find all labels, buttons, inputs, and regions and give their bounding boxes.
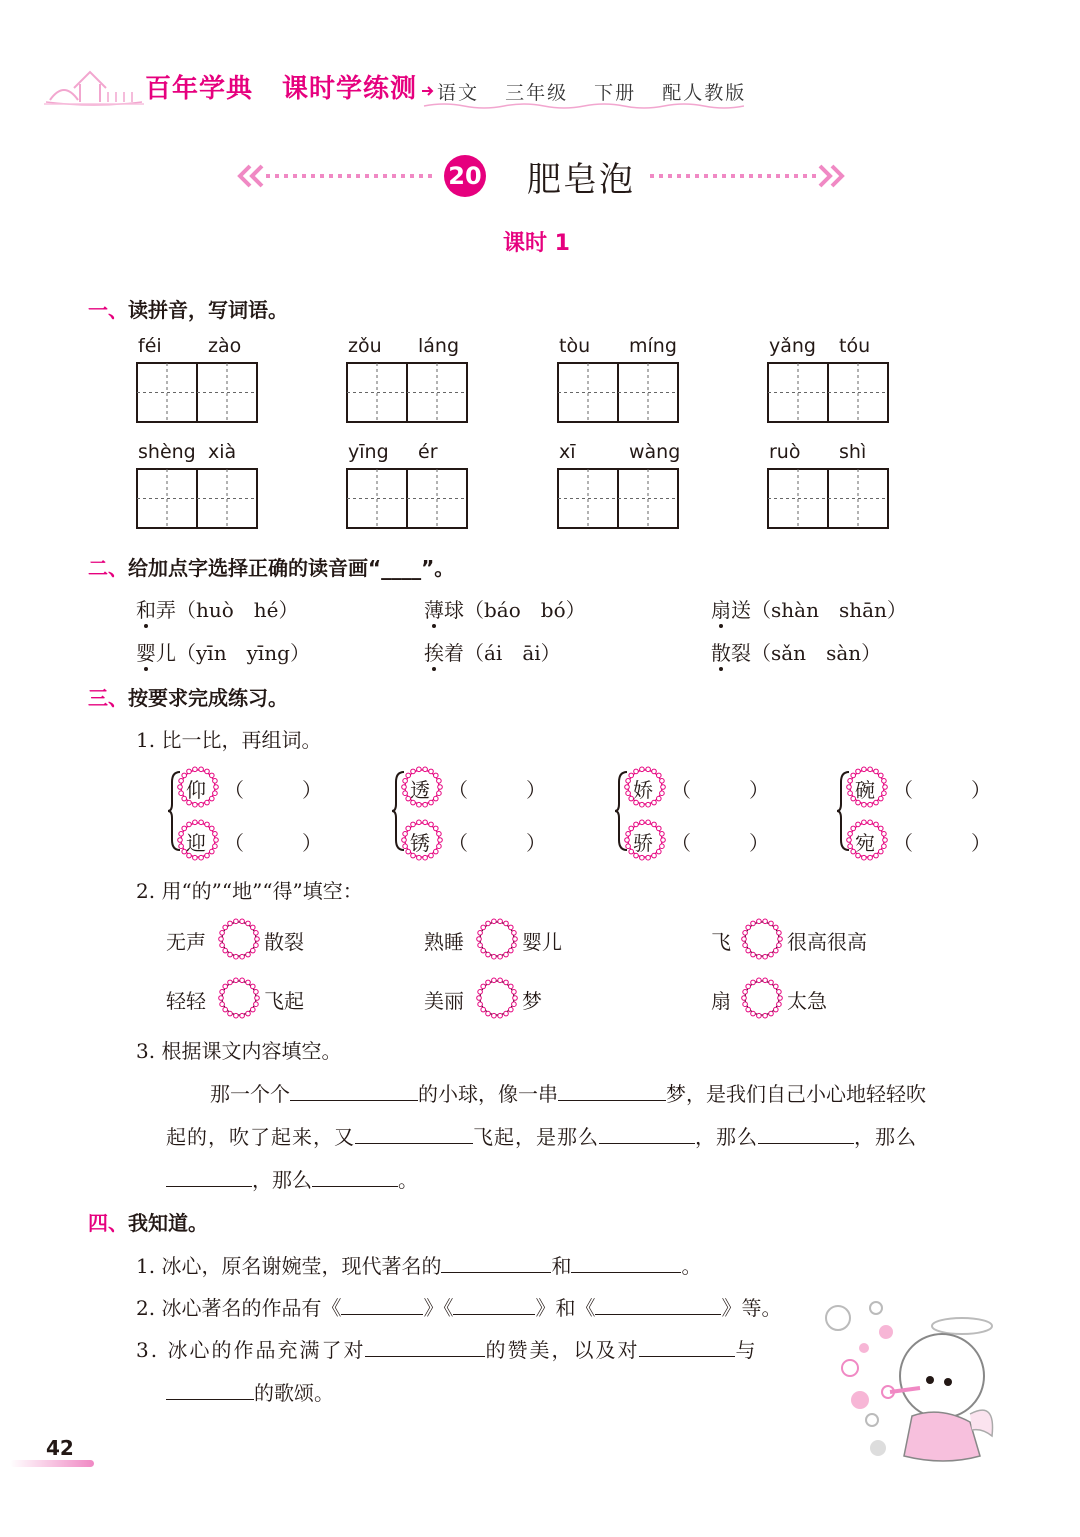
fill-after: 太急: [787, 989, 827, 1013]
fill-before: 熟睡: [424, 930, 464, 954]
pinyin-syllable: yīng: [348, 441, 389, 463]
answer-circle[interactable]: [476, 918, 518, 960]
compare-char: 仰: [186, 778, 206, 802]
reading-options[interactable]: （sǎn sàn）: [751, 641, 882, 665]
blank[interactable]: [312, 1166, 398, 1187]
text: ，那么: [252, 1168, 312, 1192]
text: 的歌颂。: [254, 1381, 334, 1405]
sec4-q1: [136, 1250, 701, 1279]
section-3-title: 按要求完成练习。: [128, 686, 288, 710]
writing-grid[interactable]: [767, 362, 889, 423]
text: 起的，吹了起来，又: [166, 1125, 355, 1149]
pinyin-syllable: míng: [629, 335, 677, 357]
pinyin-syllable: shèng: [138, 441, 196, 463]
q2-prompt: 2. 用“的”“地”“得”填空：: [136, 879, 363, 903]
plain-char: 球: [444, 598, 464, 622]
header-brand: 百年学典: [145, 74, 254, 104]
q3-line-2: [166, 1121, 917, 1150]
pinyin-syllable: ruò: [769, 441, 801, 463]
writing-grid[interactable]: [346, 362, 468, 423]
answer-paren-open[interactable]: （: [671, 778, 691, 802]
section-2-number: 二、: [88, 556, 128, 580]
blank[interactable]: [290, 1080, 418, 1101]
header-term: 下册: [594, 82, 637, 104]
answer-paren-open[interactable]: （: [224, 778, 244, 802]
plain-char: 裂: [731, 641, 751, 665]
pinyin-syllable: tòu: [559, 335, 591, 357]
pinyin-syllable: láng: [418, 335, 460, 357]
q3-prompt: 3. 根据课文内容填空。: [136, 1039, 342, 1063]
answer-paren-close: ）: [302, 831, 322, 855]
writing-grid[interactable]: [767, 468, 889, 529]
blank[interactable]: [599, 1123, 695, 1144]
header-grade: 三年级: [505, 82, 569, 104]
page-number-bar: [10, 1459, 94, 1469]
text: 2. 冰心著名的作品有《: [136, 1296, 342, 1320]
dotted-char: 和: [136, 598, 156, 622]
fill-after: 婴儿: [522, 930, 562, 954]
dotted-char: 扇: [711, 598, 731, 622]
text: 飞起，是那么: [473, 1125, 599, 1149]
writing-grid[interactable]: [557, 362, 679, 423]
header-arrow-icon: [420, 84, 434, 98]
header-divider: [44, 100, 744, 114]
section-2-heading: [88, 552, 454, 581]
sec4-q3-cont: [166, 1377, 334, 1406]
text: ，那么: [854, 1125, 917, 1149]
reading-item: [711, 594, 907, 623]
fill-after: 飞起: [264, 989, 304, 1013]
pinyin-syllable: yǎng: [769, 335, 816, 357]
blank[interactable]: [166, 1166, 252, 1187]
text: 梦，是我们自己小心地轻轻吹: [666, 1082, 926, 1106]
answer-paren-open[interactable]: （: [893, 831, 913, 855]
fill-after: 很高很高: [787, 930, 867, 954]
q3-line-3: [166, 1164, 418, 1193]
answer-paren-open[interactable]: （: [893, 778, 913, 802]
text: 》《: [423, 1296, 454, 1320]
blank[interactable]: [558, 1080, 666, 1101]
text: 》和《: [535, 1296, 596, 1320]
title-left-ornament: [236, 162, 436, 190]
section-1-heading: [88, 294, 288, 323]
compare-char: 娇: [633, 778, 653, 802]
answer-paren-close: ）: [749, 778, 769, 802]
reading-item: [711, 637, 881, 666]
section-4-number: 四、: [88, 1211, 128, 1235]
section-3-number: 三、: [88, 686, 128, 710]
section-2-title: 给加点字选择正确的读音画“____”。: [128, 556, 455, 580]
fill-before: 轻轻: [166, 989, 206, 1013]
blank[interactable]: [453, 1294, 535, 1315]
answer-paren-close: ）: [302, 778, 322, 802]
section-4-heading: [88, 1207, 208, 1236]
text: 1. 冰心，原名谢婉莹，现代著名的: [136, 1254, 442, 1278]
dotted-char: 散: [711, 641, 731, 665]
bubble-angel-illustration: [820, 1296, 1000, 1466]
plain-char: 弄: [156, 598, 176, 622]
header-subject: 语文: [437, 82, 480, 104]
answer-paren-open[interactable]: （: [224, 831, 244, 855]
q1-prompt: 1. 比一比，再组词。: [136, 728, 322, 752]
answer-circle[interactable]: [741, 977, 783, 1019]
fill-after: 散裂: [264, 930, 304, 954]
header-edition: 配人教版: [662, 82, 747, 104]
pinyin-syllable: shì: [839, 441, 867, 463]
plain-char: 儿: [156, 641, 176, 665]
compare-char: 透: [410, 778, 430, 802]
answer-paren-close: ）: [971, 778, 991, 802]
text: 3. 冰心的作品充满了对: [136, 1338, 366, 1362]
compare-char: 迎: [186, 831, 206, 855]
text: ，那么: [695, 1125, 758, 1149]
reading-item: [136, 594, 299, 623]
reading-options[interactable]: （ái āi）: [464, 641, 561, 665]
text: 与: [735, 1338, 758, 1362]
compare-char: 骄: [633, 831, 653, 855]
pinyin-syllable: zǒu: [348, 335, 382, 357]
answer-circle[interactable]: [741, 918, 783, 960]
reading-options[interactable]: （yīn yīng）: [176, 641, 310, 665]
page-number: 42: [46, 1436, 74, 1460]
answer-circle[interactable]: [218, 977, 260, 1019]
reading-options[interactable]: （báo bó）: [464, 598, 586, 622]
section-1-title: 读拼音，写词语。: [128, 298, 288, 322]
compare-char: 碗: [855, 778, 875, 802]
blank[interactable]: [441, 1252, 551, 1273]
answer-paren-open[interactable]: （: [448, 831, 468, 855]
blank[interactable]: [571, 1252, 681, 1273]
writing-grid[interactable]: [136, 362, 258, 423]
answer-paren-open[interactable]: （: [671, 831, 691, 855]
blank[interactable]: [355, 1123, 473, 1144]
reading-item: [136, 637, 310, 666]
section-3-heading: [88, 682, 288, 711]
fill-before: 扇: [711, 989, 731, 1013]
lesson-number-badge: 20: [444, 155, 486, 197]
fill-before: 美丽: [424, 989, 464, 1013]
q3-line-1: [210, 1078, 926, 1107]
reading-item: [424, 637, 561, 666]
answer-paren-close: ）: [526, 831, 546, 855]
sec4-q3: [136, 1334, 757, 1363]
pinyin-syllable: tóu: [839, 335, 871, 357]
reading-options[interactable]: （huò hé）: [176, 598, 299, 622]
answer-paren-close: ）: [526, 778, 546, 802]
lesson-title: 肥皂泡: [527, 160, 635, 200]
text: 。: [681, 1254, 702, 1278]
answer-circle[interactable]: [476, 977, 518, 1019]
pinyin-syllable: wàng: [629, 441, 681, 463]
text: 和: [551, 1254, 572, 1278]
compare-char: 宛: [855, 831, 875, 855]
dotted-char: 挨: [424, 641, 444, 665]
writing-grid[interactable]: [346, 468, 468, 529]
plain-char: 送: [731, 598, 751, 622]
header-series: 课时学练测: [282, 74, 418, 104]
pinyin-syllable: zào: [208, 335, 242, 357]
blank[interactable]: [758, 1123, 854, 1144]
plain-char: 着: [444, 641, 464, 665]
writing-grid[interactable]: [136, 468, 258, 529]
lesson-subtitle: 课时 1: [503, 231, 570, 256]
reading-options[interactable]: （shàn shān）: [751, 598, 907, 622]
pinyin-syllable: xià: [208, 441, 237, 463]
sec4-q2: [136, 1292, 781, 1321]
section-4-title: 我知道。: [128, 1211, 208, 1235]
compare-char: 锈: [410, 831, 430, 855]
pinyin-syllable: ér: [418, 441, 438, 463]
title-right-ornament: [648, 162, 848, 190]
blank[interactable]: [595, 1294, 721, 1315]
fill-before: 无声: [166, 930, 206, 954]
answer-circle[interactable]: [218, 918, 260, 960]
text: 》等。: [721, 1296, 782, 1320]
dotted-char: 薄: [424, 598, 444, 622]
answer-paren-close: ）: [971, 831, 991, 855]
blank[interactable]: [639, 1336, 735, 1357]
text: 那一个个: [210, 1082, 290, 1106]
fill-before: 飞: [711, 930, 731, 954]
pinyin-syllable: xī: [559, 441, 576, 463]
fill-after: 梦: [522, 989, 542, 1013]
blank[interactable]: [365, 1336, 485, 1357]
text: 。: [398, 1168, 418, 1192]
section-1-number: 一、: [88, 298, 128, 322]
reading-item: [424, 594, 586, 623]
answer-paren-close: ）: [749, 831, 769, 855]
text: 的小球，像一串: [418, 1082, 558, 1106]
blank[interactable]: [166, 1379, 254, 1400]
pinyin-syllable: féi: [138, 335, 162, 357]
blank[interactable]: [341, 1294, 423, 1315]
writing-grid[interactable]: [557, 468, 679, 529]
dotted-char: 婴: [136, 641, 156, 665]
answer-paren-open[interactable]: （: [448, 778, 468, 802]
text: 的赞美，以及对: [485, 1338, 640, 1362]
